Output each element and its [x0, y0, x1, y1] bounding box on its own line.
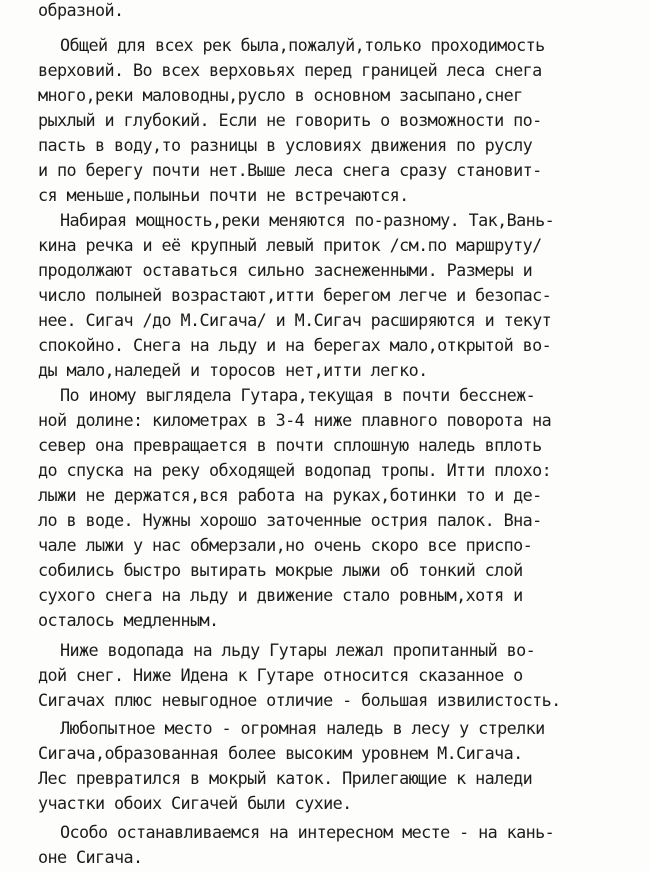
paragraph-first-line: Особо останавливаемся на интересном месте - на кань-: [60, 822, 555, 842]
text-line: образной.: [38, 0, 124, 20]
text-line: участки обоих Сигачей были сухие.: [38, 793, 352, 813]
text-line: до спуска на реку обходящей водопад тропы. Итти плохо:: [38, 460, 552, 480]
text-line: спокойно. Снега на льду и на берегах мало,открытой во-: [38, 335, 552, 355]
text-line: Сигачах плюс невыгодное отличие - большая извилистость.: [38, 690, 561, 710]
text-line: ся меньше,полыньи почти не встречаются.: [38, 185, 409, 205]
text-line: верховий. Во всех верховьях перед границей леса снега: [38, 60, 542, 80]
text-line: сухого снега на льду и движение стало ровным,хотя и: [38, 585, 523, 605]
paragraph-first-line: По иному выглядела Гутара,текущая в почти бесснеж-: [60, 385, 536, 405]
text-line: число полыней возрастают,итти берегом легче и безопас-: [38, 285, 552, 305]
text-line: ло в воде. Нужны хорошо заточенные острия палок. Вна-: [38, 510, 542, 530]
text-line: рыхлый и глубокий. Если не говорить о возможности по-: [38, 110, 542, 130]
paragraph-first-line: Любопытное место - огромная наледь в лесу у стрелки: [60, 718, 545, 738]
text-line: Лес превратился в мокрый каток. Прилегающие к наледи: [38, 768, 533, 788]
text-line: север она превращается в почти сплошную наледь вплоть: [38, 435, 542, 455]
text-line: собились быстро вытирать мокрые лыжи об тонкий слой: [38, 560, 523, 580]
text-line: ной долине: километрах в 3-4 ниже плавного поворота на: [38, 410, 552, 430]
text-line: Сигача,образованная более высоким уровнем М.Сигача.: [38, 743, 523, 763]
text-line: много,реки маловодны,русло в основном засыпано,снег: [38, 85, 523, 105]
paragraph-first-line: Ниже водопада на льду Гутары лежал пропитанный во-: [60, 640, 536, 660]
text-line: ды мало,наледей и торосов нет,итти легко.: [38, 360, 428, 380]
text-line: дой снег. Ниже Идена к Гутаре относится сказанное о: [38, 665, 523, 685]
text-line: нее. Сигач /до М.Сигача/ и М.Сигач расширяются и текут: [38, 310, 552, 330]
text-line: чале лыжи у нас обмерзали,но очень скоро все приспо-: [38, 535, 533, 555]
text-line: пасть в воду,то разницы в условиях движения по руслу: [38, 135, 533, 155]
text-line: продолжают оставаться сильно заснеженными. Размеры и: [38, 260, 533, 280]
text-line: и по берегу почти нет.Выше леса снега сразу становит-: [38, 160, 542, 180]
text-line: лыжи не держатся,вся работа на руках,ботинки то и де-: [38, 485, 542, 505]
text-line: кина речка и её крупный левый приток /см.по маршруту/: [38, 235, 542, 255]
paragraph-first-line: Общей для всех рек была,пожалуй,только проходимость: [60, 35, 545, 55]
text-line: осталось медленным.: [38, 610, 219, 630]
paragraph-first-line: Набирая мощность,реки меняются по-разному. Так,Вань-: [60, 210, 555, 230]
text-line: оне Сигача.: [38, 847, 143, 867]
